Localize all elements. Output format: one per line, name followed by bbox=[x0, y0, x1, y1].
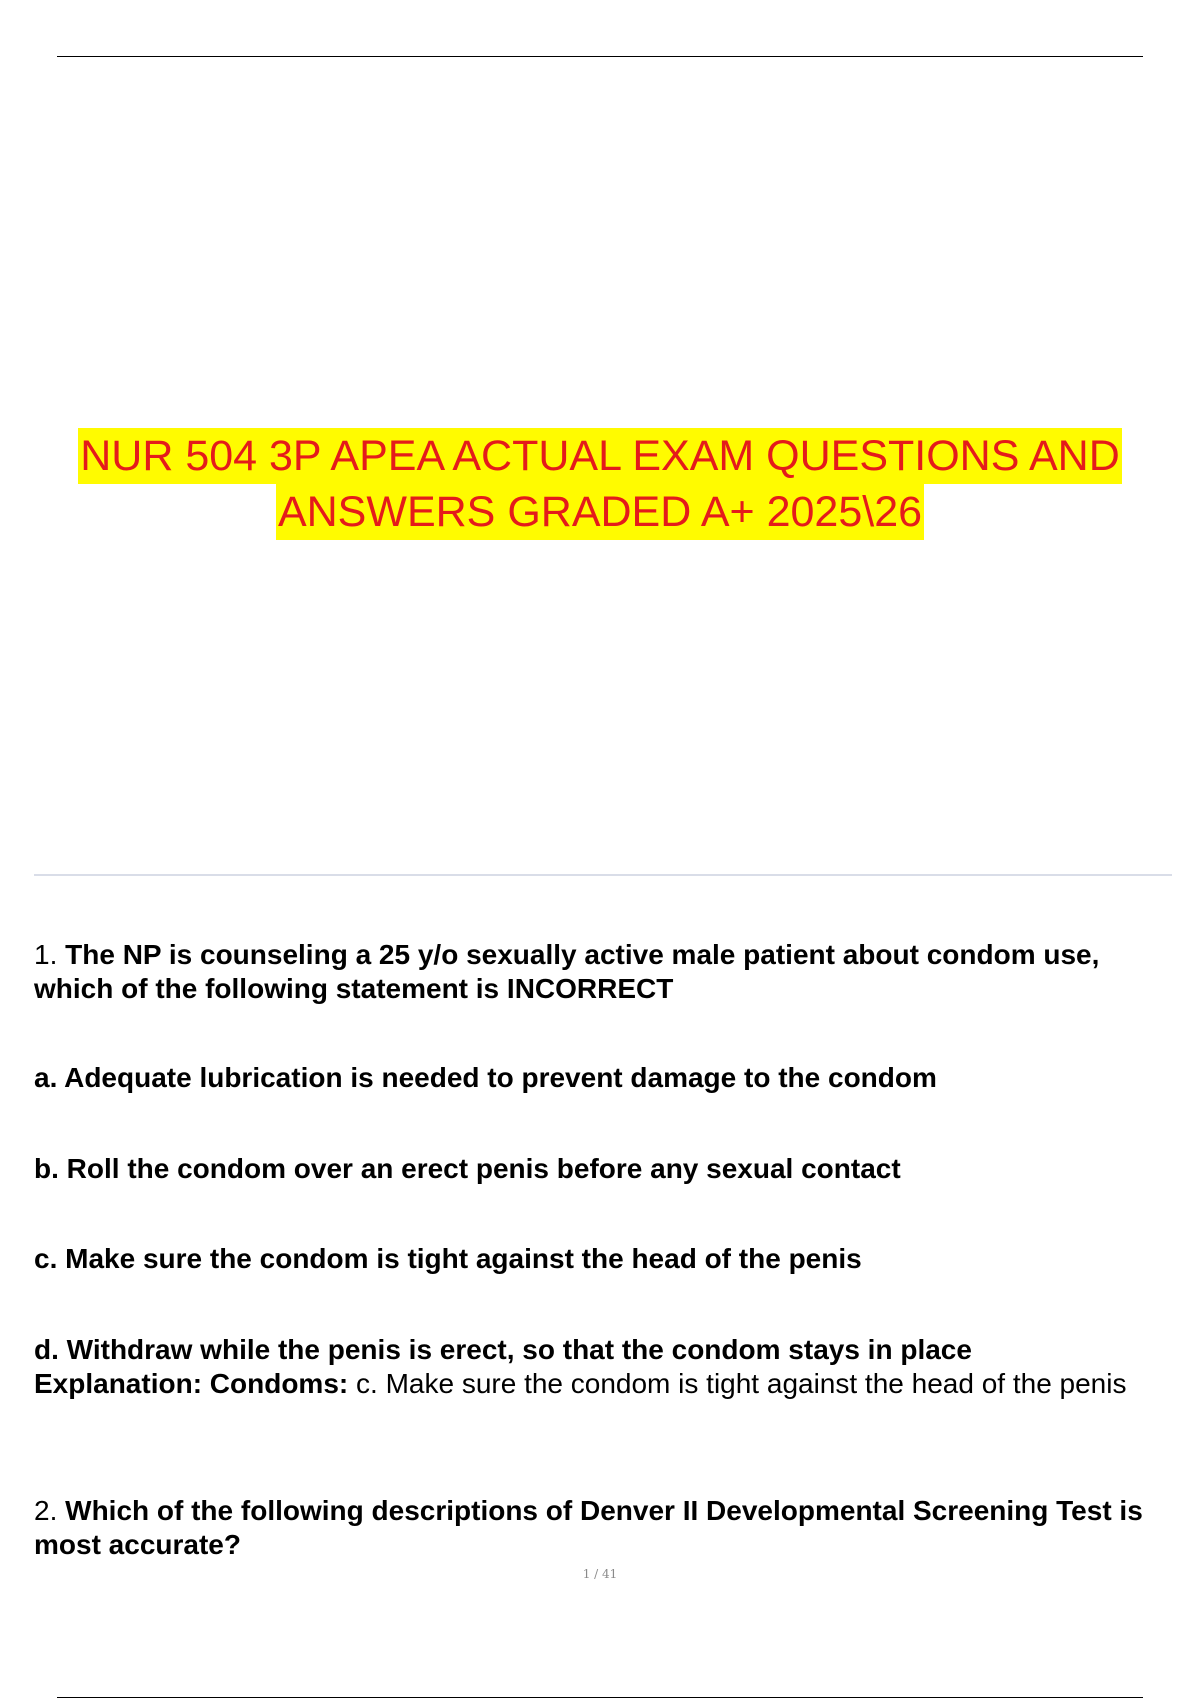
question-number: 2. bbox=[34, 1495, 58, 1526]
question-text: is counseling a 25 y/o sexually active male patient about condom use, which of the following statement is INCORRECT bbox=[34, 939, 1100, 1004]
bottom-rule bbox=[57, 1697, 1143, 1698]
answer-option-d-with-explanation bbox=[34, 1333, 1174, 1401]
answer-option-d: d. Withdraw while the penis is erect, so that the condom stays in place bbox=[34, 1334, 972, 1365]
question-text-lead: The bbox=[57, 939, 123, 970]
question-number: 1. bbox=[34, 939, 58, 970]
page-indicator: 1 / 41 bbox=[582, 1567, 618, 1581]
answer-option-b: b. Roll the condom over an erect penis before any sexual contact bbox=[34, 1153, 901, 1184]
question-term-np: NP bbox=[122, 939, 162, 970]
title-line-1: NUR 504 3P APEA ACTUAL EXAM QUESTIONS AND bbox=[78, 428, 1122, 484]
answer-option-c: c. Make sure the condom is tight against the head of the penis bbox=[34, 1243, 862, 1274]
explanation-text: c. Make sure the condom is tight against the head of the penis bbox=[348, 1368, 1127, 1399]
section-divider bbox=[34, 874, 1172, 876]
title-line-2: ANSWERS GRADED A+ 2025\26 bbox=[276, 484, 924, 540]
top-rule bbox=[57, 56, 1143, 57]
document-title bbox=[0, 428, 1200, 540]
answer-option-a: a. Adequate lubrication is needed to prevent damage to the condom bbox=[34, 1062, 937, 1093]
question-text: Which of the following descriptions of Denver II Developmental Screening Test is most accurate? bbox=[34, 1495, 1143, 1560]
question-1 bbox=[34, 938, 1174, 1006]
explanation-label: Explanation: Condoms: bbox=[34, 1368, 349, 1399]
question-2 bbox=[34, 1494, 1174, 1562]
